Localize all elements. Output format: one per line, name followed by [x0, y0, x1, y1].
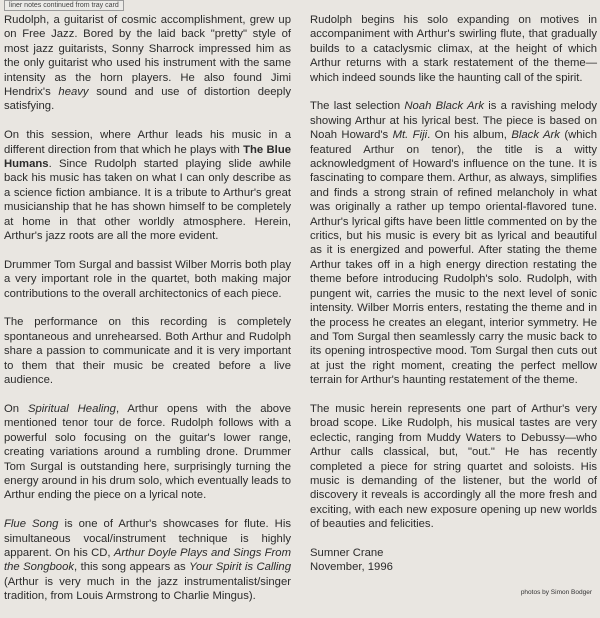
text: The last selection	[310, 100, 405, 113]
track-title: Noah Black Ark	[404, 100, 484, 113]
liner-notes-tag: liner notes continued from tray card	[4, 0, 124, 11]
signature-name: Sumner Crane	[310, 546, 384, 559]
text: is one of Arthur's showcases for flute. His simultaneous vocal/instrument technique is highly apparent. On his CD,	[4, 518, 291, 559]
text: Rudolph, a guitarist of cosmic accomplishment, grew up on Free Jazz. Bored by the laid back "pretty" style of most jazz guitarists, Sonny Sharrock impressed him as the only guitarist who used his instrument with the same intensity as the horn players. He also found Jimi Hendrix's	[4, 14, 291, 99]
paragraph-flue-song	[4, 517, 291, 603]
text: On	[4, 402, 28, 415]
left-column	[4, 13, 291, 618]
text: . On his album,	[427, 129, 512, 142]
signature-date: November, 1996	[310, 561, 393, 574]
paragraph-performance: The performance on this recording is completely spontaneous and unrehearsed. Both Arthur and Rudolph share a passion to communicate and it is very important to them that their music be created before a live audience.	[4, 316, 291, 387]
text: is a ravishing melody showing Arthur at his lyrical best. The piece is based on Noah Howard's	[310, 100, 597, 142]
text: (which featured Arthur on tenor), the title is a witty acknowledgment of Howard's influence on the tune. It is fascinating to compare them. Arthur, as always, simplifies and finds a strong strain of refined melancholy in what was originally a rather up tempo oriental-flavored tune. Arthur's lyrical gifts have been little commented on by the critics, but his music is every bit as lyrical and beautiful as it is energized and powerful. After stating the theme Arthur takes off in a high energy direction restating the theme before introducing Rudolph's solo. Rudolph, with pungent wit, carries the music to the next level of sonic intensity. Wilber Morris enters, restating the theme and in the process he creates an elegant, interior symmetry. He and Tom Surgal then seamlessly carry the music back to its opening introspective mood. Tom Surgal then cuts out at just the right moment, creating the perfect mellow terrain for Arthur's haunting restatement of the theme.	[310, 129, 597, 387]
album-title: Black Ark	[511, 129, 560, 142]
text: , this song appears as	[74, 561, 190, 574]
track-title: Mt. Fiji	[392, 129, 428, 142]
band-name: The Blue Humans	[4, 143, 291, 171]
right-column	[310, 13, 597, 575]
track-title: Flue Song	[4, 518, 59, 531]
emphasis: heavy	[58, 86, 89, 99]
signature	[310, 546, 597, 575]
text: sound and use of distortion deeply satisfying.	[4, 86, 291, 113]
album-title: Arthur Doyle Plays and Sings From the Songbook	[4, 546, 291, 574]
paragraph-rudolph-intro	[4, 13, 291, 114]
track-title: Spiritual Healing	[27, 402, 116, 415]
paragraph-rudolph-solo: Rudolph begins his solo expanding on motives in accompaniment with Arthur's swirling flute, that gradually builds to a cataclysmic climax, at the height of which Arthur returns with a stark restatement of the theme—which indeed sounds like the haunting call of the spirit.	[310, 14, 597, 84]
text: (Arthur is very much in the jazz instrumentalist/singer tradition, from Louis Armstrong to Charlie Mingus).	[4, 575, 291, 603]
text: On this session, where Arthur leads his music in a different direction from that which he plays with	[4, 129, 291, 156]
paragraph-session	[4, 128, 291, 243]
paragraph-noah-black-ark	[310, 99, 597, 387]
paragraph-broad-scope: The music herein represents one part of Arthur's very broad scope. Like Rudolph, his musical tastes are very eclectic, ranging from Muddy Waters to Debussy—who Arthur calls classical, but, "out." He has recently completed a piece for string quartet and soloists. His music is demanding of the listener, but the world of discovery it reveals is accordingly all the more fresh and exciting, with each new exposure opening up new worlds of beauties and felicities.	[310, 402, 597, 531]
song-title: Your Spirit is Calling	[189, 561, 291, 574]
text: . Since Rudolph started playing slide awhile back his music has taken on what I can only describe as a science fiction ambiance. It is a tribute to Arthur's great musicianship that he has shown himself to be completely at home in that other worldly atmosphere. Herein, Arthur's jazz roots are all the more evident.	[4, 158, 291, 243]
photo-credit: photos by Simon Bodger	[520, 589, 592, 596]
paragraph-rhythm-section: Drummer Tom Surgal and bassist Wilber Morris both play a very important role in the quartet, both making major contributions to the overall architectonics of each piece.	[4, 258, 291, 300]
text: , Arthur opens with the above mentioned tenor tour de force. Rudolph follows with a powerful solo focusing on the guitar's lower range, creating variations around a rumbling drone. Drummer Tom Surgal is outstanding here, surprisingly turning the energy around in his drum solo, which eventually leads to Arthur ending the piece on a lyrical note.	[4, 402, 291, 502]
paragraph-spiritual-healing	[4, 402, 291, 503]
